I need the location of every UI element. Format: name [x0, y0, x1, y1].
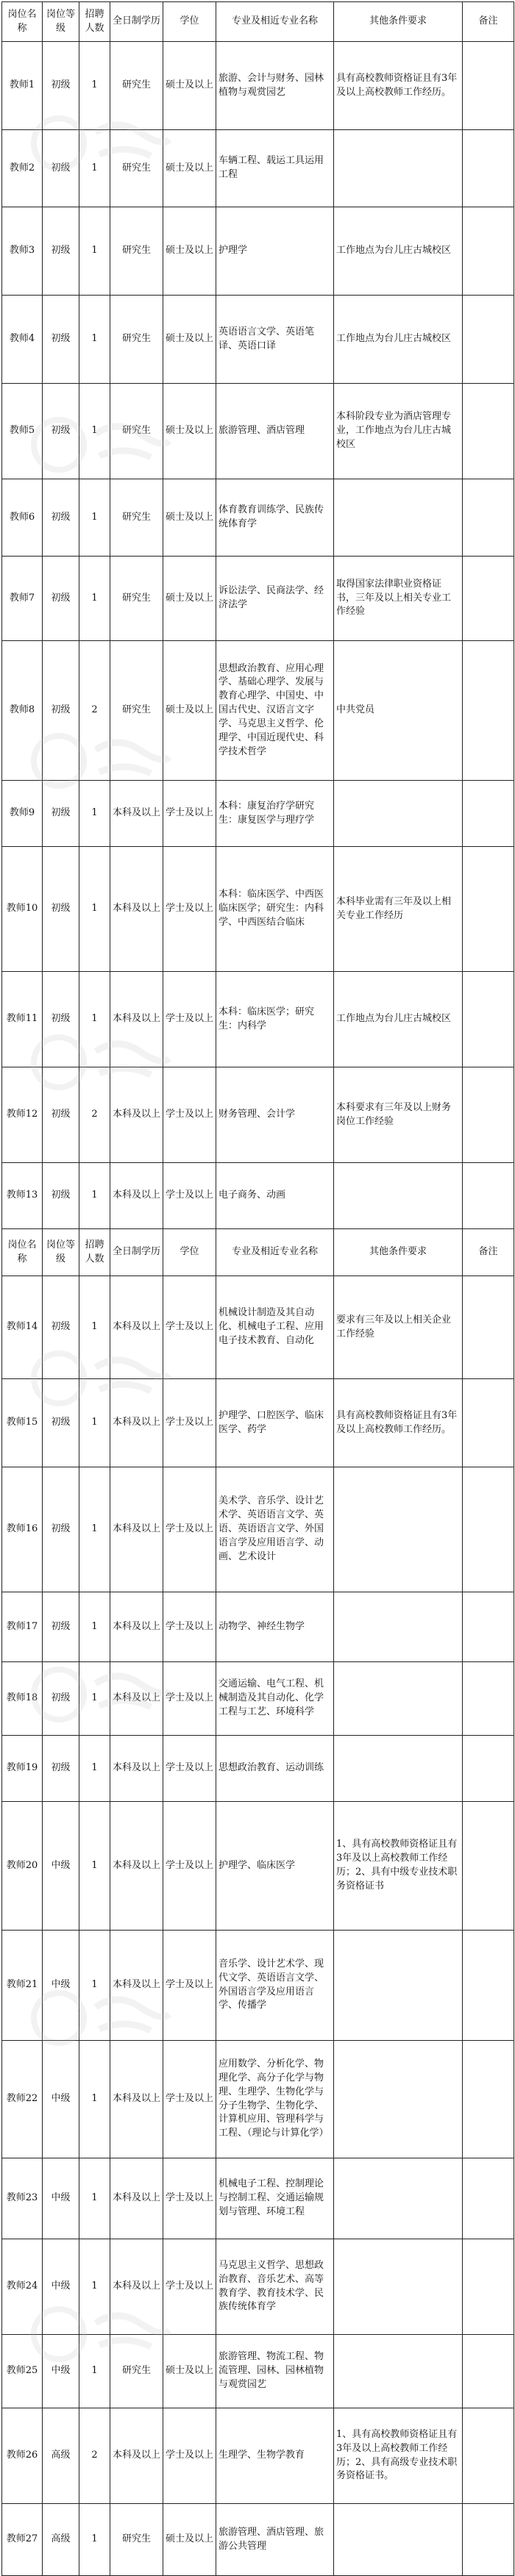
cell-level: 初级	[43, 972, 79, 1067]
cell-edu: 本科及以上	[110, 1379, 163, 1467]
cell-name: 教师7	[2, 557, 43, 641]
table-row	[2, 207, 514, 296]
cell-note	[463, 2239, 514, 2335]
table-row	[2, 1931, 514, 2041]
cell-note	[463, 1276, 514, 1379]
cell-count: 1	[79, 972, 110, 1067]
cell-edu: 本科及以上	[110, 2239, 163, 2335]
cell-name: 教师15	[2, 1379, 43, 1467]
cell-edu: 研究生	[110, 2504, 163, 2576]
cell-other	[334, 130, 463, 207]
cell-edu: 研究生	[110, 557, 163, 641]
cell-count: 1	[79, 557, 110, 641]
cell-major: 车辆工程、载运工具运用工程	[216, 130, 334, 207]
cell-edu: 本科及以上	[110, 847, 163, 972]
cell-name: 教师25	[2, 2335, 43, 2408]
cell-count: 1	[79, 1592, 110, 1662]
cell-edu: 研究生	[110, 641, 163, 781]
cell-count: 1	[79, 1467, 110, 1592]
cell-other: 本科阶段专业为酒店管理专业，工作地点为台儿庄古城校区	[334, 384, 463, 479]
cell-degree: 硕士及以上	[163, 641, 216, 781]
cell-other	[334, 1592, 463, 1662]
cell-level: 初级	[43, 1736, 79, 1802]
cell-edu: 本科及以上	[110, 1802, 163, 1931]
cell-level: 初级	[43, 847, 79, 972]
cell-degree: 学士及以上	[163, 1276, 216, 1379]
cell-edu: 研究生	[110, 207, 163, 296]
cell-level: 初级	[43, 641, 79, 781]
cell-other	[334, 1662, 463, 1736]
cell-other	[334, 1163, 463, 1229]
cell-note	[463, 1467, 514, 1592]
column-header: 专业及相近专业名称	[216, 2, 334, 42]
cell-other	[334, 2041, 463, 2158]
cell-level: 初级	[43, 42, 79, 130]
cell-count: 1	[79, 1802, 110, 1931]
cell-note	[463, 42, 514, 130]
cell-major: 旅游管理、酒店管理、旅游公共管理	[216, 2504, 334, 2576]
cell-degree: 硕士及以上	[163, 384, 216, 479]
cell-major: 护理学、口腔医学、临床医学、药学	[216, 1379, 334, 1467]
cell-note	[463, 1067, 514, 1163]
cell-edu: 本科及以上	[110, 1736, 163, 1802]
cell-level: 初级	[43, 479, 79, 557]
cell-count: 1	[79, 296, 110, 384]
column-header: 招聘人数	[79, 1229, 110, 1276]
cell-count: 1	[79, 2041, 110, 2158]
cell-name: 教师8	[2, 641, 43, 781]
cell-name: 教师18	[2, 1662, 43, 1736]
cell-degree: 硕士及以上	[163, 557, 216, 641]
cell-edu: 研究生	[110, 2335, 163, 2408]
cell-count: 1	[79, 2158, 110, 2239]
column-header: 其他条件要求	[334, 1229, 463, 1276]
cell-level: 初级	[43, 781, 79, 847]
cell-major: 动物学、神经生物学	[216, 1592, 334, 1662]
column-header: 其他条件要求	[334, 2, 463, 42]
cell-name: 教师6	[2, 479, 43, 557]
cell-level: 初级	[43, 1163, 79, 1229]
cell-note	[463, 384, 514, 479]
cell-degree: 硕士及以上	[163, 42, 216, 130]
cell-name: 教师1	[2, 42, 43, 130]
cell-degree: 学士及以上	[163, 781, 216, 847]
cell-count: 1	[79, 479, 110, 557]
table-row	[2, 1662, 514, 1736]
table-row	[2, 1592, 514, 1662]
cell-level: 初级	[43, 557, 79, 641]
cell-edu: 本科及以上	[110, 2408, 163, 2504]
cell-count: 2	[79, 2408, 110, 2504]
cell-other: 工作地点为台儿庄古城校区	[334, 972, 463, 1067]
cell-edu: 本科及以上	[110, 972, 163, 1067]
cell-name: 教师9	[2, 781, 43, 847]
cell-major: 旅游管理、物流工程、物流管理、园林、园林植物与观赏园艺	[216, 2335, 334, 2408]
cell-other	[334, 1467, 463, 1592]
cell-note	[463, 1163, 514, 1229]
cell-degree: 硕士及以上	[163, 2504, 216, 2576]
cell-edu: 本科及以上	[110, 1467, 163, 1592]
cell-name: 教师24	[2, 2239, 43, 2335]
cell-degree: 学士及以上	[163, 1802, 216, 1931]
table-row	[2, 130, 514, 207]
cell-degree: 硕士及以上	[163, 296, 216, 384]
cell-major: 护理学、临床医学	[216, 1802, 334, 1931]
table-header-row	[2, 1229, 514, 1276]
cell-edu: 研究生	[110, 384, 163, 479]
table-row	[2, 972, 514, 1067]
table-row	[2, 2504, 514, 2576]
column-header: 岗位名称	[2, 1229, 43, 1276]
cell-level: 初级	[43, 207, 79, 296]
cell-level: 高级	[43, 2408, 79, 2504]
column-header: 岗位等级	[43, 1229, 79, 1276]
cell-note	[463, 2408, 514, 2504]
cell-degree: 学士及以上	[163, 1931, 216, 2041]
cell-count: 1	[79, 2504, 110, 2576]
cell-level: 中级	[43, 1802, 79, 1931]
cell-other: 具有高校教师资格证且有3年及以上高校教师工作经历。	[334, 42, 463, 130]
cell-major: 诉讼法学、民商法学、经济法学	[216, 557, 334, 641]
cell-other: 中共党员	[334, 641, 463, 781]
cell-major: 财务管理、会计学	[216, 1067, 334, 1163]
cell-major: 英语语言文学、英语笔译、英语口译	[216, 296, 334, 384]
cell-level: 中级	[43, 2335, 79, 2408]
cell-major: 思想政治教育、应用心理学、基础心理学、发展与教育心理学、中国史、中国古代史、汉语言文字学、马克思主义哲学、伦理学、中国近现代史、科学技术哲学	[216, 641, 334, 781]
table-row	[2, 1379, 514, 1467]
cell-degree: 学士及以上	[163, 2239, 216, 2335]
cell-major: 应用数学、分析化学、物理化学、高分子化学与物理、生理学、生物化学与分子生物学、生物化学、计算机应用、管理科学与工程、（理论与计算化学）	[216, 2041, 334, 2158]
cell-other: 1、具有高校教师资格证且有3年及以上高校教师工作经历；2、具有高级专业技术职务资格证书。	[334, 2408, 463, 2504]
cell-degree: 学士及以上	[163, 2158, 216, 2239]
cell-degree: 硕士及以上	[163, 479, 216, 557]
cell-count: 1	[79, 207, 110, 296]
cell-name: 教师27	[2, 2504, 43, 2576]
cell-degree: 学士及以上	[163, 847, 216, 972]
cell-count: 1	[79, 1379, 110, 1467]
column-header: 备注	[463, 1229, 514, 1276]
cell-note	[463, 1931, 514, 2041]
table-header-row	[2, 2, 514, 42]
cell-other: 工作地点为台儿庄古城校区	[334, 207, 463, 296]
table-row	[2, 42, 514, 130]
cell-major: 电子商务、动画	[216, 1163, 334, 1229]
table-row	[2, 641, 514, 781]
cell-edu: 本科及以上	[110, 1662, 163, 1736]
cell-name: 教师23	[2, 2158, 43, 2239]
cell-count: 2	[79, 641, 110, 781]
cell-level: 初级	[43, 296, 79, 384]
cell-level: 初级	[43, 1379, 79, 1467]
cell-note	[463, 207, 514, 296]
cell-name: 教师13	[2, 1163, 43, 1229]
table-row	[2, 296, 514, 384]
cell-name: 教师17	[2, 1592, 43, 1662]
cell-count: 1	[79, 1736, 110, 1802]
cell-other: 具有高校教师资格证且有3年及以上高校教师工作经历。	[334, 1379, 463, 1467]
cell-level: 初级	[43, 384, 79, 479]
cell-name: 教师14	[2, 1276, 43, 1379]
cell-major: 音乐学、设计艺术学、现代文学、英语语言文学、外国语言学及应用语言学、传播学	[216, 1931, 334, 2041]
cell-major: 思想政治教育、运动训练	[216, 1736, 334, 1802]
cell-edu: 研究生	[110, 479, 163, 557]
column-header: 全日制学历	[110, 1229, 163, 1276]
cell-degree: 学士及以上	[163, 1163, 216, 1229]
cell-other	[334, 1931, 463, 2041]
cell-name: 教师4	[2, 296, 43, 384]
cell-count: 1	[79, 2335, 110, 2408]
table-row	[2, 781, 514, 847]
cell-count: 2	[79, 1067, 110, 1163]
cell-count: 1	[79, 130, 110, 207]
cell-other: 本科要求有三年及以上财务岗位工作经验	[334, 1067, 463, 1163]
cell-note	[463, 2158, 514, 2239]
cell-degree: 学士及以上	[163, 1736, 216, 1802]
cell-other	[334, 2504, 463, 2576]
column-header: 专业及相近专业名称	[216, 1229, 334, 1276]
cell-level: 初级	[43, 130, 79, 207]
cell-name: 教师2	[2, 130, 43, 207]
cell-note	[463, 1802, 514, 1931]
cell-other: 要求有三年及以上相关企业工作经验	[334, 1276, 463, 1379]
cell-other	[334, 781, 463, 847]
cell-edu: 本科及以上	[110, 1067, 163, 1163]
cell-level: 初级	[43, 1276, 79, 1379]
cell-name: 教师26	[2, 2408, 43, 2504]
column-header: 岗位等级	[43, 2, 79, 42]
table-row	[2, 1736, 514, 1802]
column-header: 备注	[463, 2, 514, 42]
cell-count: 1	[79, 1163, 110, 1229]
cell-edu: 研究生	[110, 42, 163, 130]
cell-degree: 学士及以上	[163, 2041, 216, 2158]
cell-name: 教师20	[2, 1802, 43, 1931]
cell-major: 本科：临床医学、中西医临床医学；研究生：内科学、中西医结合临床	[216, 847, 334, 972]
cell-name: 教师10	[2, 847, 43, 972]
cell-count: 1	[79, 1276, 110, 1379]
cell-level: 中级	[43, 1931, 79, 2041]
cell-level: 中级	[43, 2158, 79, 2239]
cell-level: 初级	[43, 1592, 79, 1662]
cell-note	[463, 847, 514, 972]
cell-degree: 硕士及以上	[163, 207, 216, 296]
cell-major: 本科：康复治疗学研究生：康复医学与理疗学	[216, 781, 334, 847]
column-header: 全日制学历	[110, 2, 163, 42]
cell-name: 教师5	[2, 384, 43, 479]
cell-major: 旅游、会计与财务、园林植物与观赏园艺	[216, 42, 334, 130]
table-row	[2, 847, 514, 972]
cell-name: 教师12	[2, 1067, 43, 1163]
cell-other: 本科毕业需有三年及以上相关专业工作经历	[334, 847, 463, 972]
cell-name: 教师21	[2, 1931, 43, 2041]
cell-level: 高级	[43, 2504, 79, 2576]
cell-count: 1	[79, 847, 110, 972]
cell-note	[463, 972, 514, 1067]
table-row	[2, 384, 514, 479]
cell-edu: 本科及以上	[110, 1592, 163, 1662]
cell-major: 马克思主义哲学、思想政治教育、音乐艺术、高等教育学、教育技术学、民族传统体育学	[216, 2239, 334, 2335]
cell-other: 工作地点为台儿庄古城校区	[334, 296, 463, 384]
cell-note	[463, 2041, 514, 2158]
cell-other: 取得国家法律职业资格证书，三年及以上相关专业工作经验	[334, 557, 463, 641]
cell-level: 初级	[43, 1467, 79, 1592]
cell-major: 机械设计制造及其自动化、机械电子工程、应用电子技术教育、自动化	[216, 1276, 334, 1379]
cell-name: 教师22	[2, 2041, 43, 2158]
table-row	[2, 2158, 514, 2239]
cell-count: 1	[79, 1931, 110, 2041]
cell-other	[334, 479, 463, 557]
cell-level: 初级	[43, 1662, 79, 1736]
cell-note	[463, 781, 514, 847]
cell-note	[463, 2504, 514, 2576]
table-row	[2, 1067, 514, 1163]
cell-level: 中级	[43, 2239, 79, 2335]
cell-note	[463, 130, 514, 207]
cell-degree: 学士及以上	[163, 1662, 216, 1736]
cell-name: 教师11	[2, 972, 43, 1067]
cell-other	[334, 2239, 463, 2335]
cell-note	[463, 479, 514, 557]
cell-major: 本科：临床医学；研究生：内科学	[216, 972, 334, 1067]
cell-count: 1	[79, 384, 110, 479]
cell-other	[334, 2335, 463, 2408]
cell-edu: 本科及以上	[110, 1276, 163, 1379]
cell-major: 旅游管理、酒店管理	[216, 384, 334, 479]
cell-edu: 本科及以上	[110, 1931, 163, 2041]
column-header: 招聘人数	[79, 2, 110, 42]
cell-count: 1	[79, 2239, 110, 2335]
table-row	[2, 2408, 514, 2504]
cell-major: 生理学、生物学教育	[216, 2408, 334, 2504]
cell-count: 1	[79, 42, 110, 130]
recruitment-table	[1, 1, 514, 2576]
table-row	[2, 557, 514, 641]
column-header: 岗位名称	[2, 2, 43, 42]
cell-edu: 本科及以上	[110, 2041, 163, 2158]
cell-edu: 本科及以上	[110, 2158, 163, 2239]
cell-other	[334, 1736, 463, 1802]
cell-major: 美术学、音乐学、设计艺术学、英语语言文学、英语、英语语言文学、外国语言学及应用语言学、动画、艺术设计	[216, 1467, 334, 1592]
cell-major: 交通运输、电气工程、机械制造及其自动化、化学工程与工艺、环境科学	[216, 1662, 334, 1736]
table-row	[2, 2041, 514, 2158]
cell-edu: 研究生	[110, 296, 163, 384]
table-row	[2, 2335, 514, 2408]
table-row	[2, 1276, 514, 1379]
cell-degree: 学士及以上	[163, 1592, 216, 1662]
table-row	[2, 1802, 514, 1931]
cell-count: 1	[79, 1662, 110, 1736]
cell-major: 体育教育训练学、民族传统体育学	[216, 479, 334, 557]
column-header: 学位	[163, 1229, 216, 1276]
cell-name: 教师3	[2, 207, 43, 296]
cell-edu: 研究生	[110, 130, 163, 207]
cell-note	[463, 1592, 514, 1662]
table-row	[2, 2239, 514, 2335]
cell-note	[463, 1379, 514, 1467]
cell-note	[463, 1662, 514, 1736]
cell-note	[463, 1736, 514, 1802]
cell-degree: 硕士及以上	[163, 2335, 216, 2408]
cell-edu: 本科及以上	[110, 781, 163, 847]
table-row	[2, 479, 514, 557]
cell-name: 教师19	[2, 1736, 43, 1802]
cell-note	[463, 296, 514, 384]
cell-degree: 学士及以上	[163, 972, 216, 1067]
cell-degree: 学士及以上	[163, 1379, 216, 1467]
cell-major: 护理学	[216, 207, 334, 296]
column-header: 学位	[163, 2, 216, 42]
cell-level: 中级	[43, 2041, 79, 2158]
cell-degree: 学士及以上	[163, 1067, 216, 1163]
cell-edu: 本科及以上	[110, 1163, 163, 1229]
cell-note	[463, 2335, 514, 2408]
cell-level: 初级	[43, 1067, 79, 1163]
table-row	[2, 1467, 514, 1592]
cell-count: 1	[79, 781, 110, 847]
cell-degree: 硕士及以上	[163, 130, 216, 207]
cell-note	[463, 641, 514, 781]
cell-major: 机械电子工程、控制理论与控制工程、交通运输规划与管理、环境工程	[216, 2158, 334, 2239]
cell-other: 1、具有高校教师资格证且有3年及以上高校教师工作经历；2、具有中级专业技术职务资格证书	[334, 1802, 463, 1931]
cell-note	[463, 557, 514, 641]
cell-degree: 学士及以上	[163, 2408, 216, 2504]
cell-other	[334, 2158, 463, 2239]
cell-name: 教师16	[2, 1467, 43, 1592]
cell-degree: 学士及以上	[163, 1467, 216, 1592]
table-row	[2, 1163, 514, 1229]
